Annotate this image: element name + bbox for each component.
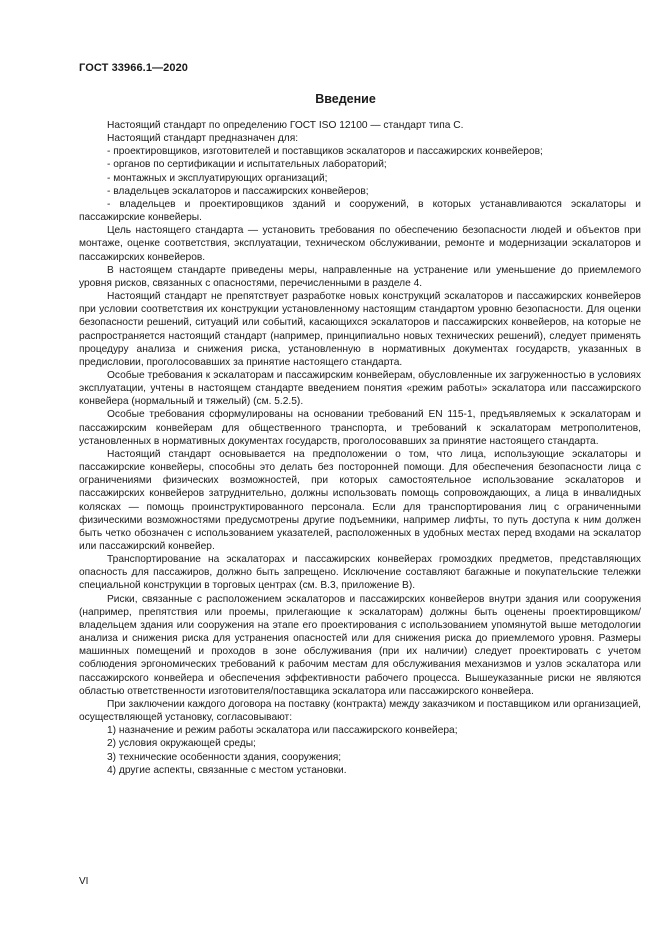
section-body [79,119,641,777]
paragraph: Настоящий стандарт основывается на предположении о том, что лица, использующие эскалаторы и пассажирские конвейеры, способны это делать без посторонней помощи. Для обеспечения безопасности лица с ограничениями физических возможностей, при которых самостоятельное использование эскалаторов и пассажирских конвейеров затруднительно, должны использовать помощь сопровождающих, а лица в инвалидных колясках — помощь проинструктированного персонала. Если для транспортирования лиц с ограниченными физическими возможностями предусмотрены другие подъемники, например лифты, то путь доступа к ним должен быть четко обозначен с использованием указателей, расположенных в удобных местах перед входами на эскалатор или пассажирский конвейер. [79,448,641,552]
paragraph: Цель настоящего стандарта — установить требования по обеспечению безопасности людей и объектов при монтаже, оценке соответствия, эксплуатации, техническом обслуживании, ремонте и модернизации эскалаторов и пассажирских конвейеров. [79,225,641,263]
paragraph: Настоящий стандарт не препятствует разработке новых конструкций эскалаторов и пассажирских конвейеров при условии соответствия их конструкции установленному настоящим стандартом уровню безопасности. Для оценки безопасности решений, ситуаций или событий, касающихся эскалаторов и пассажирских конвейеров, на которые не распространяется настоящий стандарт (например, принципиально новых технических решений), следует применять процедуру анализа и снижения риска, установленную в нормативных документах государств, указанных в предисловии, проголосовавших за принятие настоящего стандарта. [79,291,641,368]
page-number: VI [79,876,89,887]
paragraph: В настоящем стандарте приведены меры, направленные на устранение или уменьшение до приемлемого уровня рисков, связанных с опасностями, перечисленными в разделе 4. [79,264,641,289]
paragraph: Транспортирование на эскалаторах и пассажирских конвейерах громоздких предметов, представляющих опасность для пассажиров, должно быть запрещено. Исключение составляют багажные и покупательские тележки специальной конструкции в торговых центрах (см. В.3, приложение В). [79,554,641,592]
paragraph: Особые требования сформулированы на основании требований EN 115-1, предъявляемых к эскалаторам и пассажирским конвейерам для общественного транспорта, и требований к эскалаторам метрополитенов, установленных в нормативных документах государств, проголосовавших за принятие настоящего стандарта. [79,409,641,447]
list-item: 1) назначение и режим работы эскалатора или пассажирского конвейера; [107,725,458,737]
list-item: - владельцев и проектировщиков зданий и сооружений, в которых устанавливаются эскалаторы и пассажирские конвейеры. [79,198,641,224]
paragraph: Особые требования к эскалаторам и пассажирским конвейерам, обусловленные их загруженностью в условиях эксплуатации, учтены в настоящем стандарте введением понятия «режим работы» эскалатора или пассажирского конвейера (нормальный и тяжелый) (см. 5.2.5). [79,369,641,408]
list-item: - монтажных и эксплуатирующих организаций; [107,172,328,184]
list-item: 4) другие аспекты, связанные с местом установки. [107,764,347,776]
list-item: - органов по сертификации и испытательных лабораторий; [107,159,387,171]
paragraph: При заключении каждого договора на поставку (контракта) между заказчиком и поставщиком или организацией, осуществляющей установку, согласовывают: [79,698,641,724]
list-item: 3) технические особенности здания, сооружения; [107,751,342,763]
paragraph: Риски, связанные с расположением эскалаторов и пассажирских конвейеров внутри здания или сооружения (например, препятствия или проемы, прилегающие к эскалаторам) должны быть оценены проектировщиком/владельцем здания или сооружения на этапе его проектирования с использованием упомянутой выше методологии анализа и снижения риска для устранения опасностей или для снижения риска до приемлемого уровня. Размеры машинных помещений и проходов в зоне обслуживания (при их наличии) следует проектировать с учетом соблюдения эргономических требований к рабочим местам для обслуживания механизмов и узлов эскалатора или пассажирского конвейера и обеспечения эффективности рабочего процесса. Вышеуказанные риски не являются областью ответственности изготовителя/поставщика эскалатора или пассажирского конвейера. [79,593,641,697]
paragraph: Настоящий стандарт предназначен для: [107,133,299,145]
list-item: 2) условия окружающей среды; [107,738,256,750]
list-item: - владельцев эскалаторов и пассажирских конвейеров; [107,185,369,197]
document-code-header: ГОСТ 33966.1—2020 [79,62,189,74]
section-title: Введение [315,92,376,106]
paragraph: Настоящий стандарт по определению ГОСТ ISO 12100 — стандарт типа С. [107,120,464,131]
list-item: - проектировщиков, изготовителей и поставщиков эскалаторов и пассажирских конвейеров; [107,146,543,158]
